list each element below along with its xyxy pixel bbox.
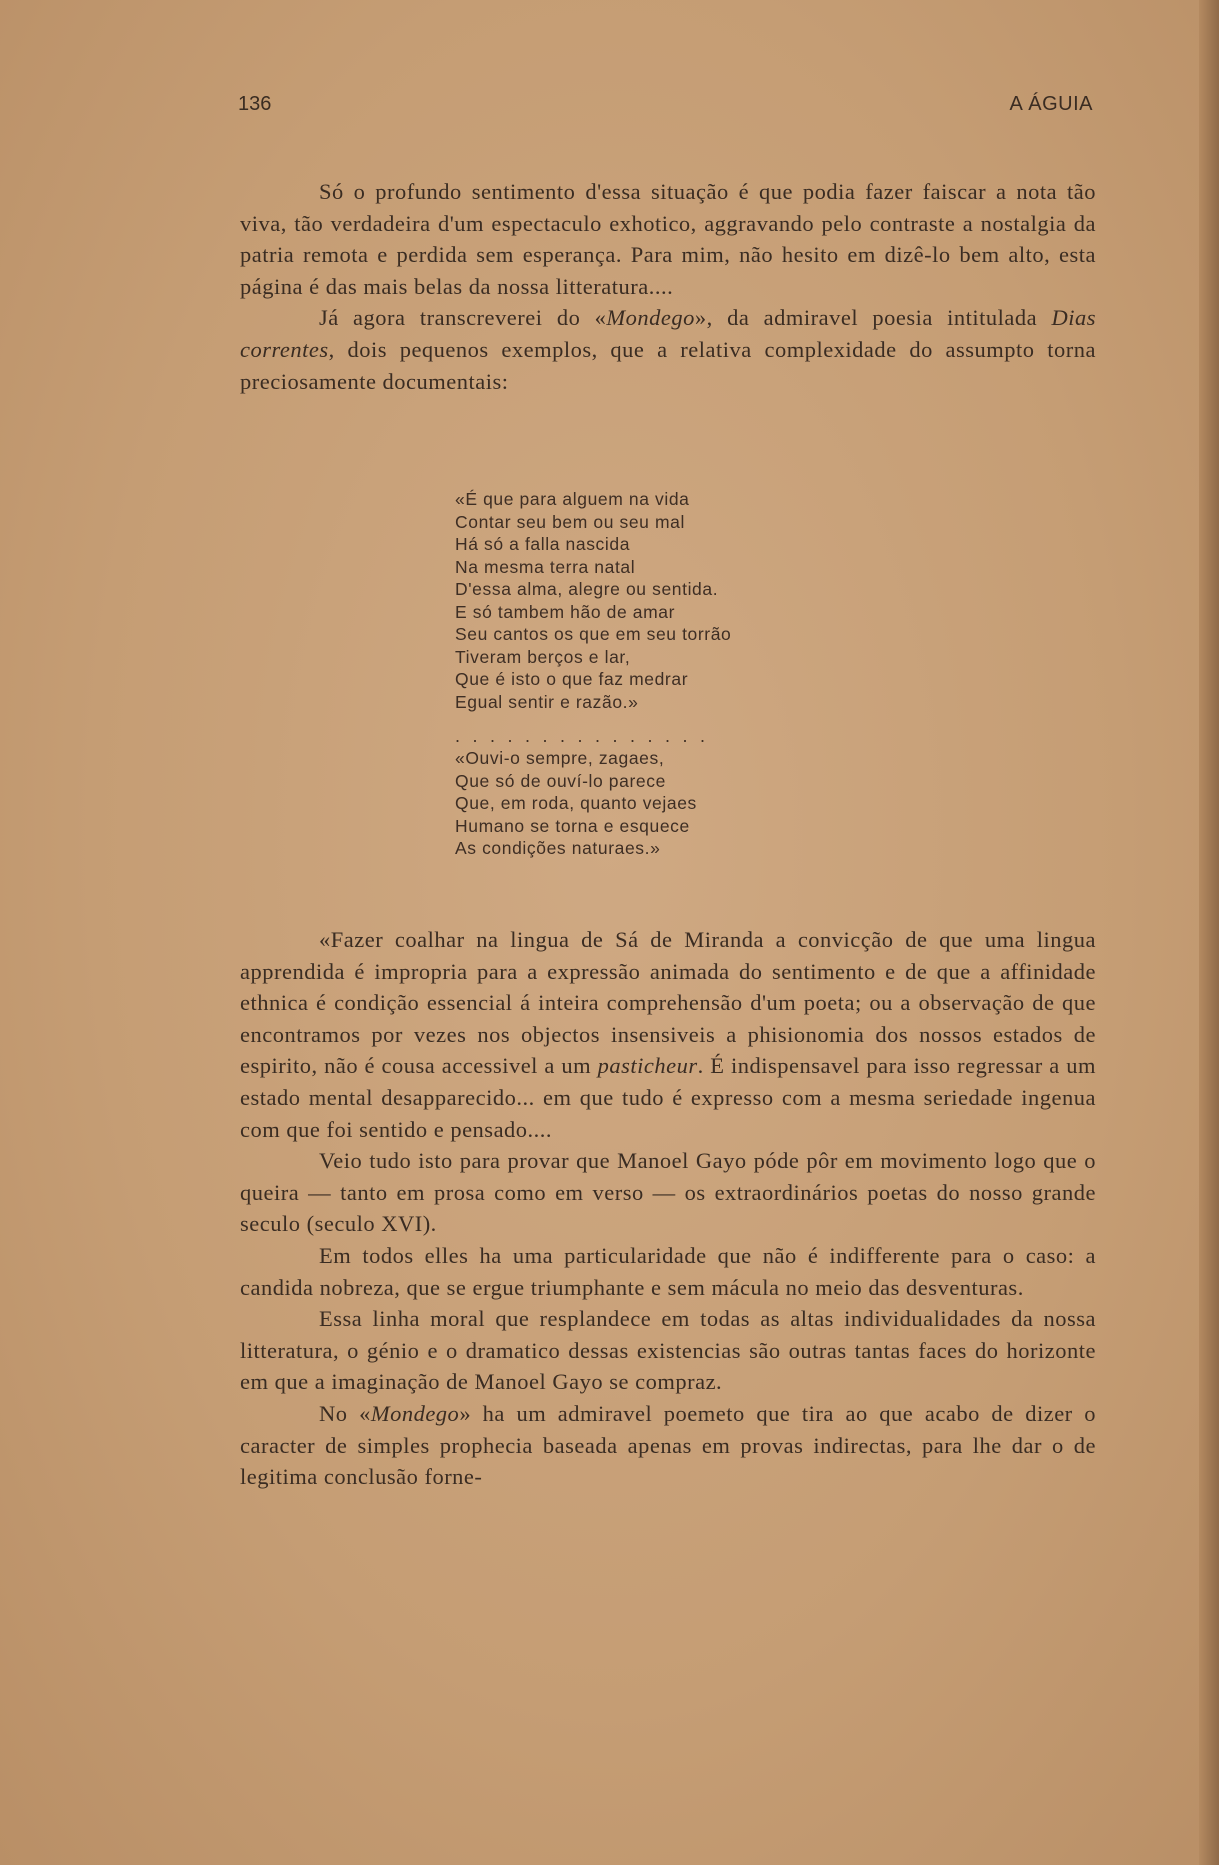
foreign-term: pasticheur [597,1053,698,1079]
poem-line: Humano se torna e esquece [455,815,690,836]
running-title: A ÁGUIA [1009,93,1093,115]
poem-quote-second [455,747,875,860]
paragraph: Veio tudo isto para provar que Manoel Gayo póde pôr em movimento logo que o queira — tanto em prosa como em verso — os extraordinários poetas do nosso grande seculo (seculo XVI). [240,1148,1096,1237]
poem-line: E só tambem hão de amar [455,601,676,622]
work-title: Dias correntes [240,305,1096,362]
page-number: 136 [238,93,272,115]
poem-line: Que só de ouví-lo parece [455,770,666,791]
poem-line: D'essa alma, alegre ou sentida. [455,579,719,599]
paragraph: «Fazer coalhar na lingua de Sá de Miranda a convicção de que uma lingua apprendida é impropria para a expressão animada do sentimento e de que a affinidade ethnica é condição essencial á inteira comprehensão d'um poeta; ou a observação de que encontramos por vezes nos objectos insensiveis a phisionomia dos nossos estados de espirito, não é cousa accessivel a um pasticheur. É indispensavel para isso regressar a um estado mental desapparecido... em que tudo é expresso com a mesma seriedade ingenua com que foi sentido e pensado.... [240,927,1096,1142]
poem-line: Na mesma terra natal [455,556,636,577]
paragraph: Já agora transcreverei do «Mondego», da admiravel poesia intitulada Dias correntes, dois pequenos exemplos, que a relativa complexidade do assumpto torna preciosamente documentais: [240,305,1096,394]
paragraph: No «Mondego» ha um admiravel poemeto que tira ao que acabo de dizer o caracter de simples prophecia baseada apenas em provas indirectas, para lhe dar o de legitima conclusão forne- [240,1400,1096,1490]
paragraph: Em todos elles ha uma particularidade que não é indifferente para o caso: a candida nobreza, que se ergue triumphante e sem mácula no meio das desventuras. [240,1242,1096,1300]
poem-line: Tiveram berços e lar, [455,646,631,667]
prose-section-commentary [240,924,1096,1493]
prose-section-intro [240,176,1096,397]
work-title: Mondego [606,305,695,331]
work-title: Mondego [370,1400,460,1426]
poem-quote-first [455,488,875,713]
page-edge [1199,0,1219,1865]
poem-line: Há só a falla nascida [455,534,631,554]
poem-line: As condições naturaes.» [455,838,661,858]
poem-line: Egual sentir e razão.» [455,691,639,712]
poem-line: Contar seu bem ou seu mal [455,511,685,532]
poem-line: «É que para alguem na vida [455,489,690,509]
poem-line: Que, em roda, quanto vejaes [455,793,697,813]
separator-dots: ............... [455,726,718,746]
poem-line: Seu cantos os que em seu torrão [455,624,732,644]
paragraph: Essa linha moral que resplandece em todas as altas individualidades da nossa litteratura, o génio e o dramatico dessas existencias são outras tantas faces do horizonte em que a imaginação de Manoel Gayo se compraz. [240,1306,1096,1395]
poem-line: Que é isto o que faz medrar [455,669,689,689]
page-header [0,93,1219,123]
paragraph: Só o profundo sentimento d'essa situação é que podia fazer faiscar a nota tão viva, tão verdadeira d'um espectaculo exhotico, aggravando pelo contraste a nostalgia da patria remota e perdida sem esperança. Para mim, não hesito em dizê-lo bem alto, esta página é das mais belas da nossa litteratura.... [240,179,1096,299]
poem-line: «Ouvi-o sempre, zagaes, [455,748,665,768]
